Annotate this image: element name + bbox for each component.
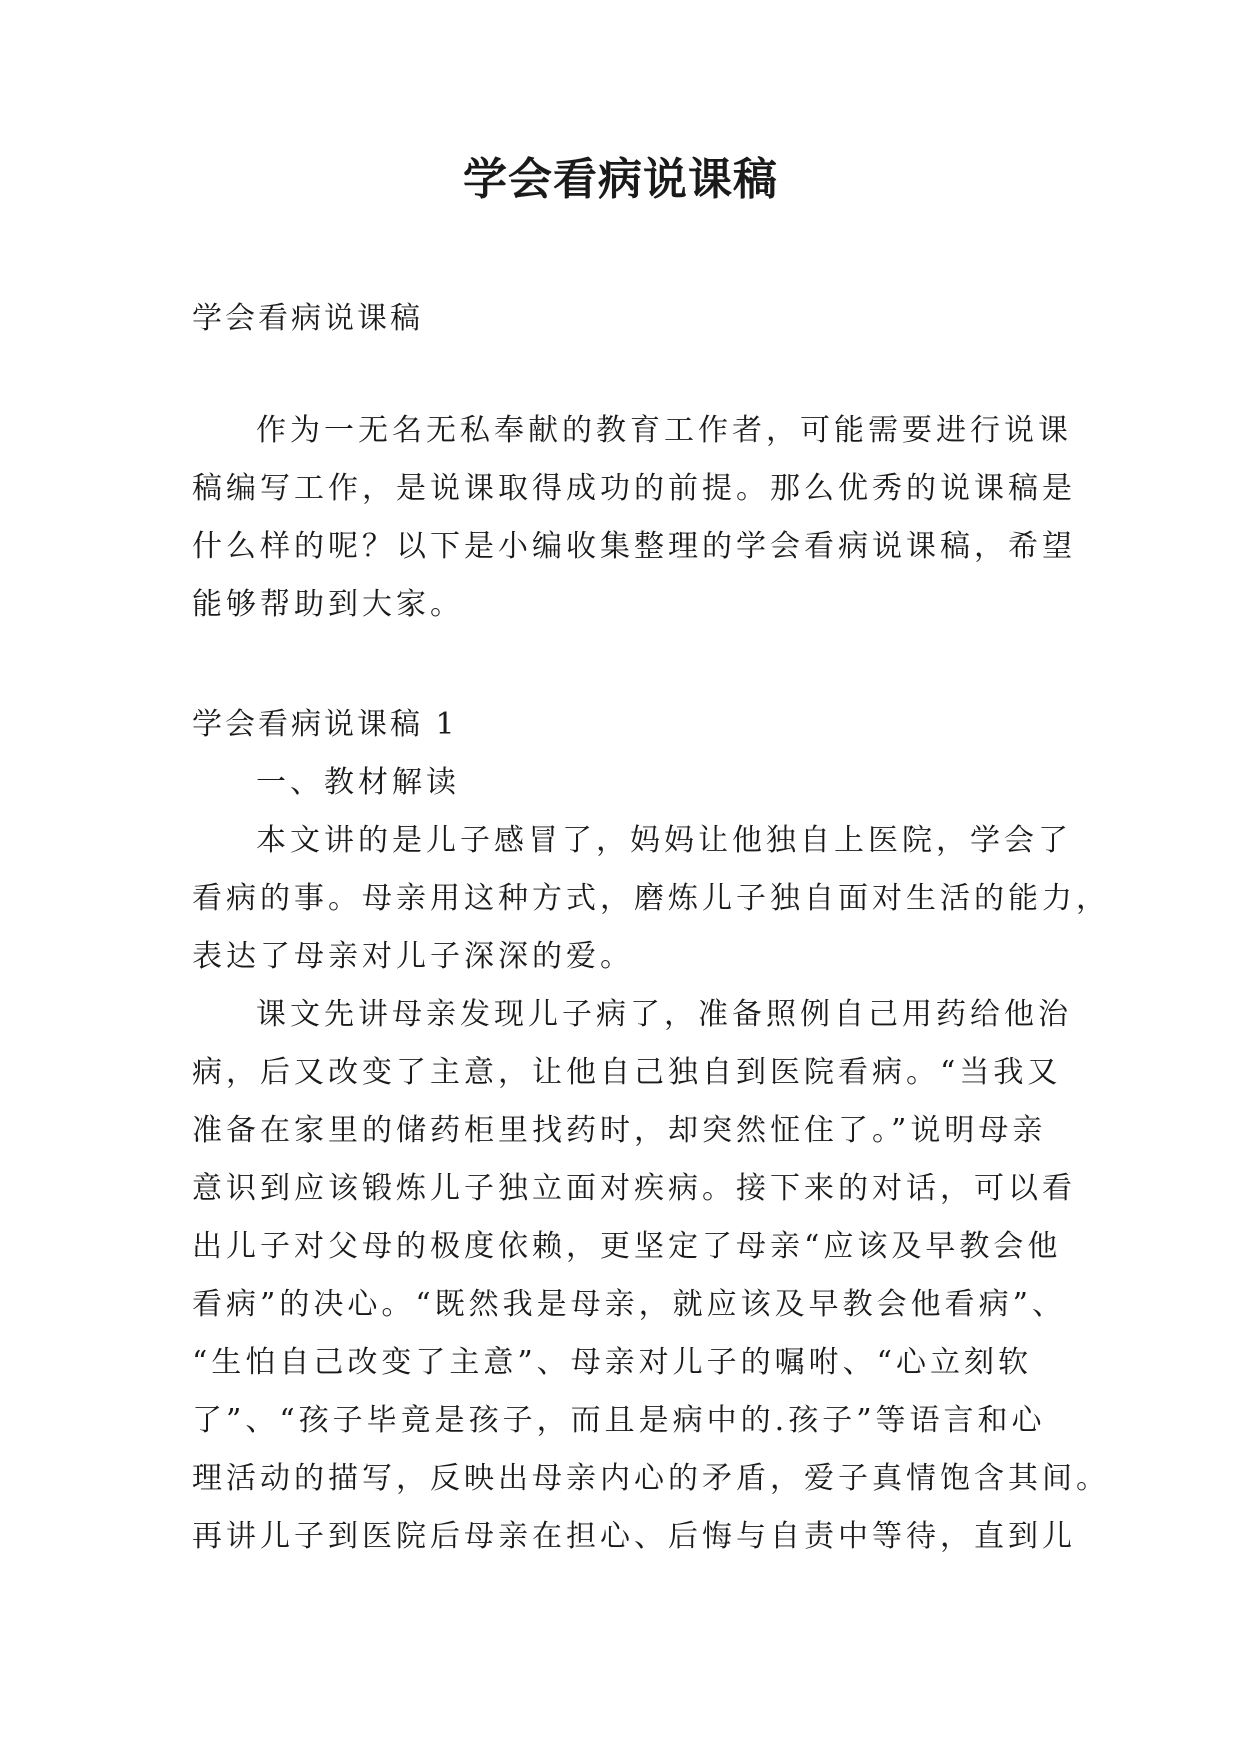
paragraph-line: 本文讲的是儿子感冒了，妈妈让他独自上医院，学会了: [256, 823, 1072, 858]
section-heading: 一、教材解读: [256, 765, 460, 800]
section-title: 学会看病说课稿 1: [192, 707, 458, 742]
paragraph-line: 再讲儿子到医院后母亲在担心、后悔与自责中等待，直到儿: [192, 1519, 1076, 1554]
paragraph-line: 病，后又改变了主意，让他自己独自到医院看病。“当我又: [192, 1055, 1062, 1090]
paragraph-line: 理活动的描写，反映出母亲内心的矛盾，爱子真情饱含其间。: [192, 1461, 1110, 1496]
document-title: 学会看病说课稿: [463, 154, 778, 205]
paragraph-line: “生怕自己改变了主意”、母亲对儿子的嘱咐、“心立刻软: [192, 1345, 1033, 1380]
document-subtitle: 学会看病说课稿: [192, 301, 423, 336]
intro-line: 什么样的呢？以下是小编收集整理的学会看病说课稿，希望: [192, 529, 1076, 564]
paragraph-line: 表达了母亲对儿子深深的爱。: [192, 939, 634, 974]
intro-line: 能够帮助到大家。: [192, 587, 464, 622]
paragraph-line: 了”、“孩子毕竟是孩子，而且是病中的.孩子”等语言和心: [192, 1403, 1046, 1438]
intro-paragraph: [192, 402, 1076, 634]
paragraph-line: 意识到应该锻炼儿子独立面对疾病。接下来的对话，可以看: [192, 1171, 1076, 1206]
paragraph-2: [192, 986, 1110, 1566]
document-body: [192, 290, 1110, 1566]
paragraph-line: 看病的事。母亲用这种方式，磨炼儿子独自面对生活的能力，: [192, 881, 1110, 916]
paragraph-1: [192, 812, 1110, 986]
paragraph-line: 课文先讲母亲发现儿子病了，准备照例自己用药给他治: [256, 997, 1072, 1032]
paragraph-line: 准备在家里的储药柜里找药时，却突然怔住了。”说明母亲: [192, 1113, 1047, 1148]
paragraph-line: 看病”的决心。“既然我是母亲，就应该及早教会他看病”、: [192, 1287, 1067, 1322]
intro-line: 稿编写工作，是说课取得成功的前提。那么优秀的说课稿是: [192, 471, 1076, 506]
intro-line: 作为一无名无私奉献的教育工作者，可能需要进行说课: [256, 413, 1072, 448]
paragraph-line: 出儿子对父母的极度依赖，更坚定了母亲“应该及早教会他: [192, 1229, 1062, 1264]
